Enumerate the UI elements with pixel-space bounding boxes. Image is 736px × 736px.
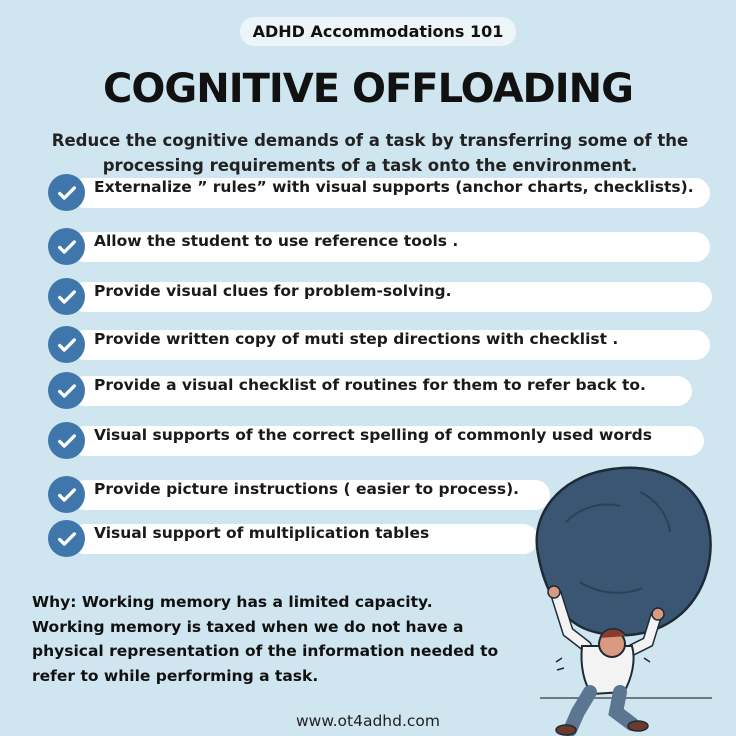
check-circle-icon	[48, 422, 85, 459]
item-text: Provide written copy of muti step directions with checklist .	[94, 330, 619, 348]
list-item	[48, 422, 704, 462]
check-circle-icon	[48, 372, 85, 409]
check-circle-icon	[48, 174, 85, 211]
item-text: Provide a visual checklist of routines for them to refer back to.	[94, 376, 646, 394]
check-circle-icon	[48, 228, 85, 265]
list-item	[48, 520, 538, 560]
page-title: COGNITIVE OFFLOADING	[103, 66, 633, 112]
item-text: Visual supports of the correct spelling of commonly used words	[94, 426, 652, 444]
check-circle-icon	[48, 520, 85, 557]
item-text: Provide picture instructions ( easier to process).	[94, 480, 520, 498]
item-text: Provide visual clues for problem-solving.	[94, 282, 452, 300]
check-circle-icon	[48, 278, 85, 315]
list-item	[48, 228, 710, 268]
why-line: refer to while performing a task.	[32, 666, 319, 685]
why-line: Working memory is taxed when we do not have a	[32, 617, 464, 636]
why-line: Why: Working memory has a limited capacity.	[32, 593, 433, 611]
list-item	[48, 476, 550, 516]
why-explanation	[32, 590, 532, 688]
check-circle-icon	[48, 476, 85, 513]
item-text: Externalize ” rules” with visual supports (anchor charts, checklists).	[94, 178, 694, 196]
page-subtitle: Reduce the cognitive demands of a task by transferring some of the processing requirements of a task onto the environment.	[51, 131, 689, 175]
person-carrying-boulder-illustration	[520, 462, 736, 736]
website-url: www.ot4adhd.com	[296, 712, 440, 730]
list-item	[48, 174, 710, 214]
header-tag: ADHD Accommodations 101	[240, 17, 516, 46]
check-circle-icon	[48, 326, 85, 363]
list-item	[48, 278, 712, 318]
list-item	[48, 326, 710, 366]
item-text: Allow the student to use reference tools .	[94, 232, 459, 250]
item-text: Visual support of multiplication tables	[94, 524, 430, 542]
why-line: physical representation of the information needed to	[32, 642, 499, 660]
list-item	[48, 372, 692, 412]
